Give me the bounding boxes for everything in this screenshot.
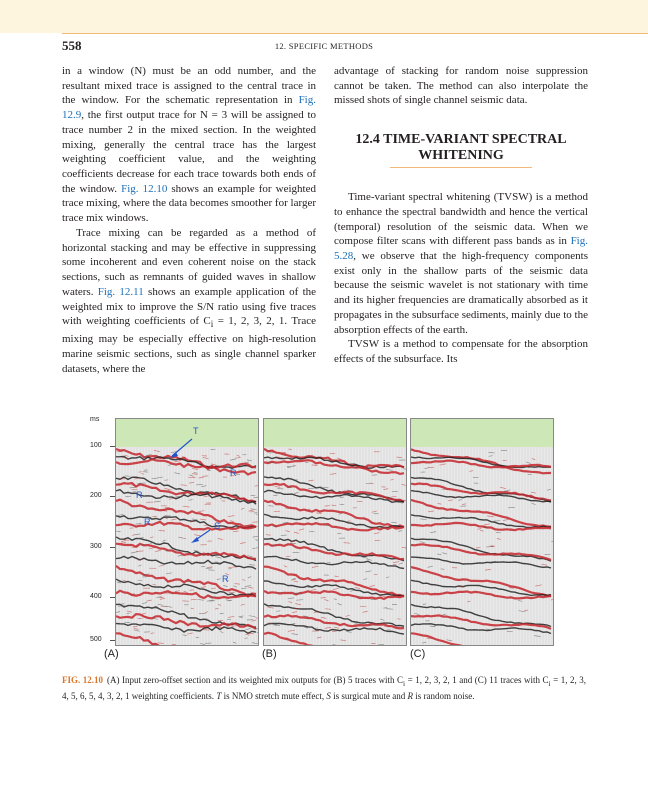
annotation-t: T	[193, 426, 199, 436]
subscript: i	[403, 678, 406, 688]
tick-label-500: 500	[90, 636, 102, 643]
annotation-r: R	[222, 574, 229, 584]
figure-link[interactable]: Fig. 12.10	[121, 182, 168, 195]
right-column	[334, 64, 588, 367]
tick-label-300: 300	[90, 543, 102, 550]
text-run: (A) Input zero-offset section and its weighted mix outputs for (B) 5 traces with C	[107, 675, 403, 685]
left-column	[62, 64, 316, 376]
header-rule	[62, 33, 648, 34]
text-run: = 1, 2, 3, 4, 5, 6, 5, 4, 3, 2, 1 weighting coefficients.	[62, 675, 586, 701]
panel-label-c: (C)	[410, 648, 426, 660]
text-run: = 1, 2, 3, 2, 1 and (C) 11 traces with C	[405, 675, 549, 685]
subscript: i	[210, 319, 214, 330]
text-run: T	[216, 690, 222, 701]
annotation-arrows	[90, 416, 592, 666]
axis-unit-label: ms	[90, 416, 100, 423]
text-run: = 1, 2, 3, 2, 1. Trace mixing may be especially effective on high-resolution marine seismic sections, such as single channel sparker datasets, where the	[62, 315, 316, 375]
text-run: is surgical mute and	[330, 690, 408, 701]
text-run: Trace mixing can be regarded as a method of horizontal stacking and may be effective in suppressing some incoherent and even coherent noise on the stack sections, such as remnants of guided waves in shallow waters.	[62, 226, 316, 298]
annotation-r: R	[144, 517, 151, 527]
arrowhead-t	[170, 452, 178, 458]
text-run: R	[407, 690, 413, 701]
figure-link[interactable]: Fig. 12.11	[97, 285, 144, 298]
annotation-r: R	[230, 468, 237, 478]
figure-caption	[62, 674, 586, 703]
text-run: S	[326, 690, 331, 701]
annotation-r: R	[136, 490, 143, 500]
text-run: Time-variant spectral whitening (TVSW) is a method to enhance the spectral bandwidth and hence the vertical (temporal) resolution of the seismic data. When we compose filter scans with different pass bands as in	[334, 191, 588, 248]
paragraph: advantage of stacking for random noise suppression cannot be taken. The method can also interpolate the missed shots of single channel seismic data.	[334, 65, 588, 107]
tick-label-200: 200	[90, 492, 102, 499]
tick-label-400: 400	[90, 593, 102, 600]
seismic-figure	[90, 416, 592, 666]
section-heading-line1: 12.4 TIME-VARIANT SPECTRAL	[355, 132, 567, 148]
paragraph	[62, 64, 316, 226]
figure-link[interactable]: Fig. 12.9	[62, 94, 316, 122]
figure-link[interactable]: Fig. 5.28	[334, 235, 588, 263]
section-heading-line2: WHITENING	[390, 148, 532, 168]
panel-label-b: (B)	[262, 648, 277, 660]
subscript: i	[548, 678, 551, 688]
text-run: shows an example for weighted trace mixing, where the data becomes smoother for larger trace mix windows.	[62, 182, 316, 225]
panel-label-a: (A)	[104, 648, 119, 660]
text-run: in a window (N) must be an odd number, and the resultant mixed trace is assigned to the central trace in the window. For the schematic representation in	[62, 65, 316, 107]
annotation-s: S	[214, 521, 221, 531]
text-run: shows an example application of the weighted mix to improve the S/N ratio using five traces with weighting coefficients of C	[62, 285, 317, 328]
page-number: 558	[62, 38, 82, 53]
paragraph: TVSW is a method to compensate for the absorption effects of the subsurface. Its	[334, 338, 588, 366]
paragraph	[62, 226, 316, 376]
tick-label-100: 100	[90, 442, 102, 449]
paragraph	[334, 190, 588, 337]
section-heading	[334, 132, 588, 168]
text-run: , we observe that the high-frequency components exist only in the shallow parts of the seismic data because the seismic wavelet is not stationary with time and its higher frequencies are dramatically absorbed as it propagates in the subsurface sediments, mainly due to the absorption effects of the earth.	[334, 250, 588, 336]
text-run: is random noise.	[412, 690, 475, 701]
caption-label: FIG. 12.10	[62, 675, 104, 685]
running-head: 12. SPECIFIC METHODS	[274, 41, 374, 51]
text-run: , the first output trace for N = 3 will be assigned to trace number 2 in the mixed section. In the weighted mixing, generally the central trace has the largest weighting coefficient value, and the weighting coefficients decrease for each trace towards both ends of the window.	[62, 109, 316, 195]
header-band	[0, 0, 648, 33]
text-run: is NMO stretch mute effect,	[221, 690, 327, 701]
